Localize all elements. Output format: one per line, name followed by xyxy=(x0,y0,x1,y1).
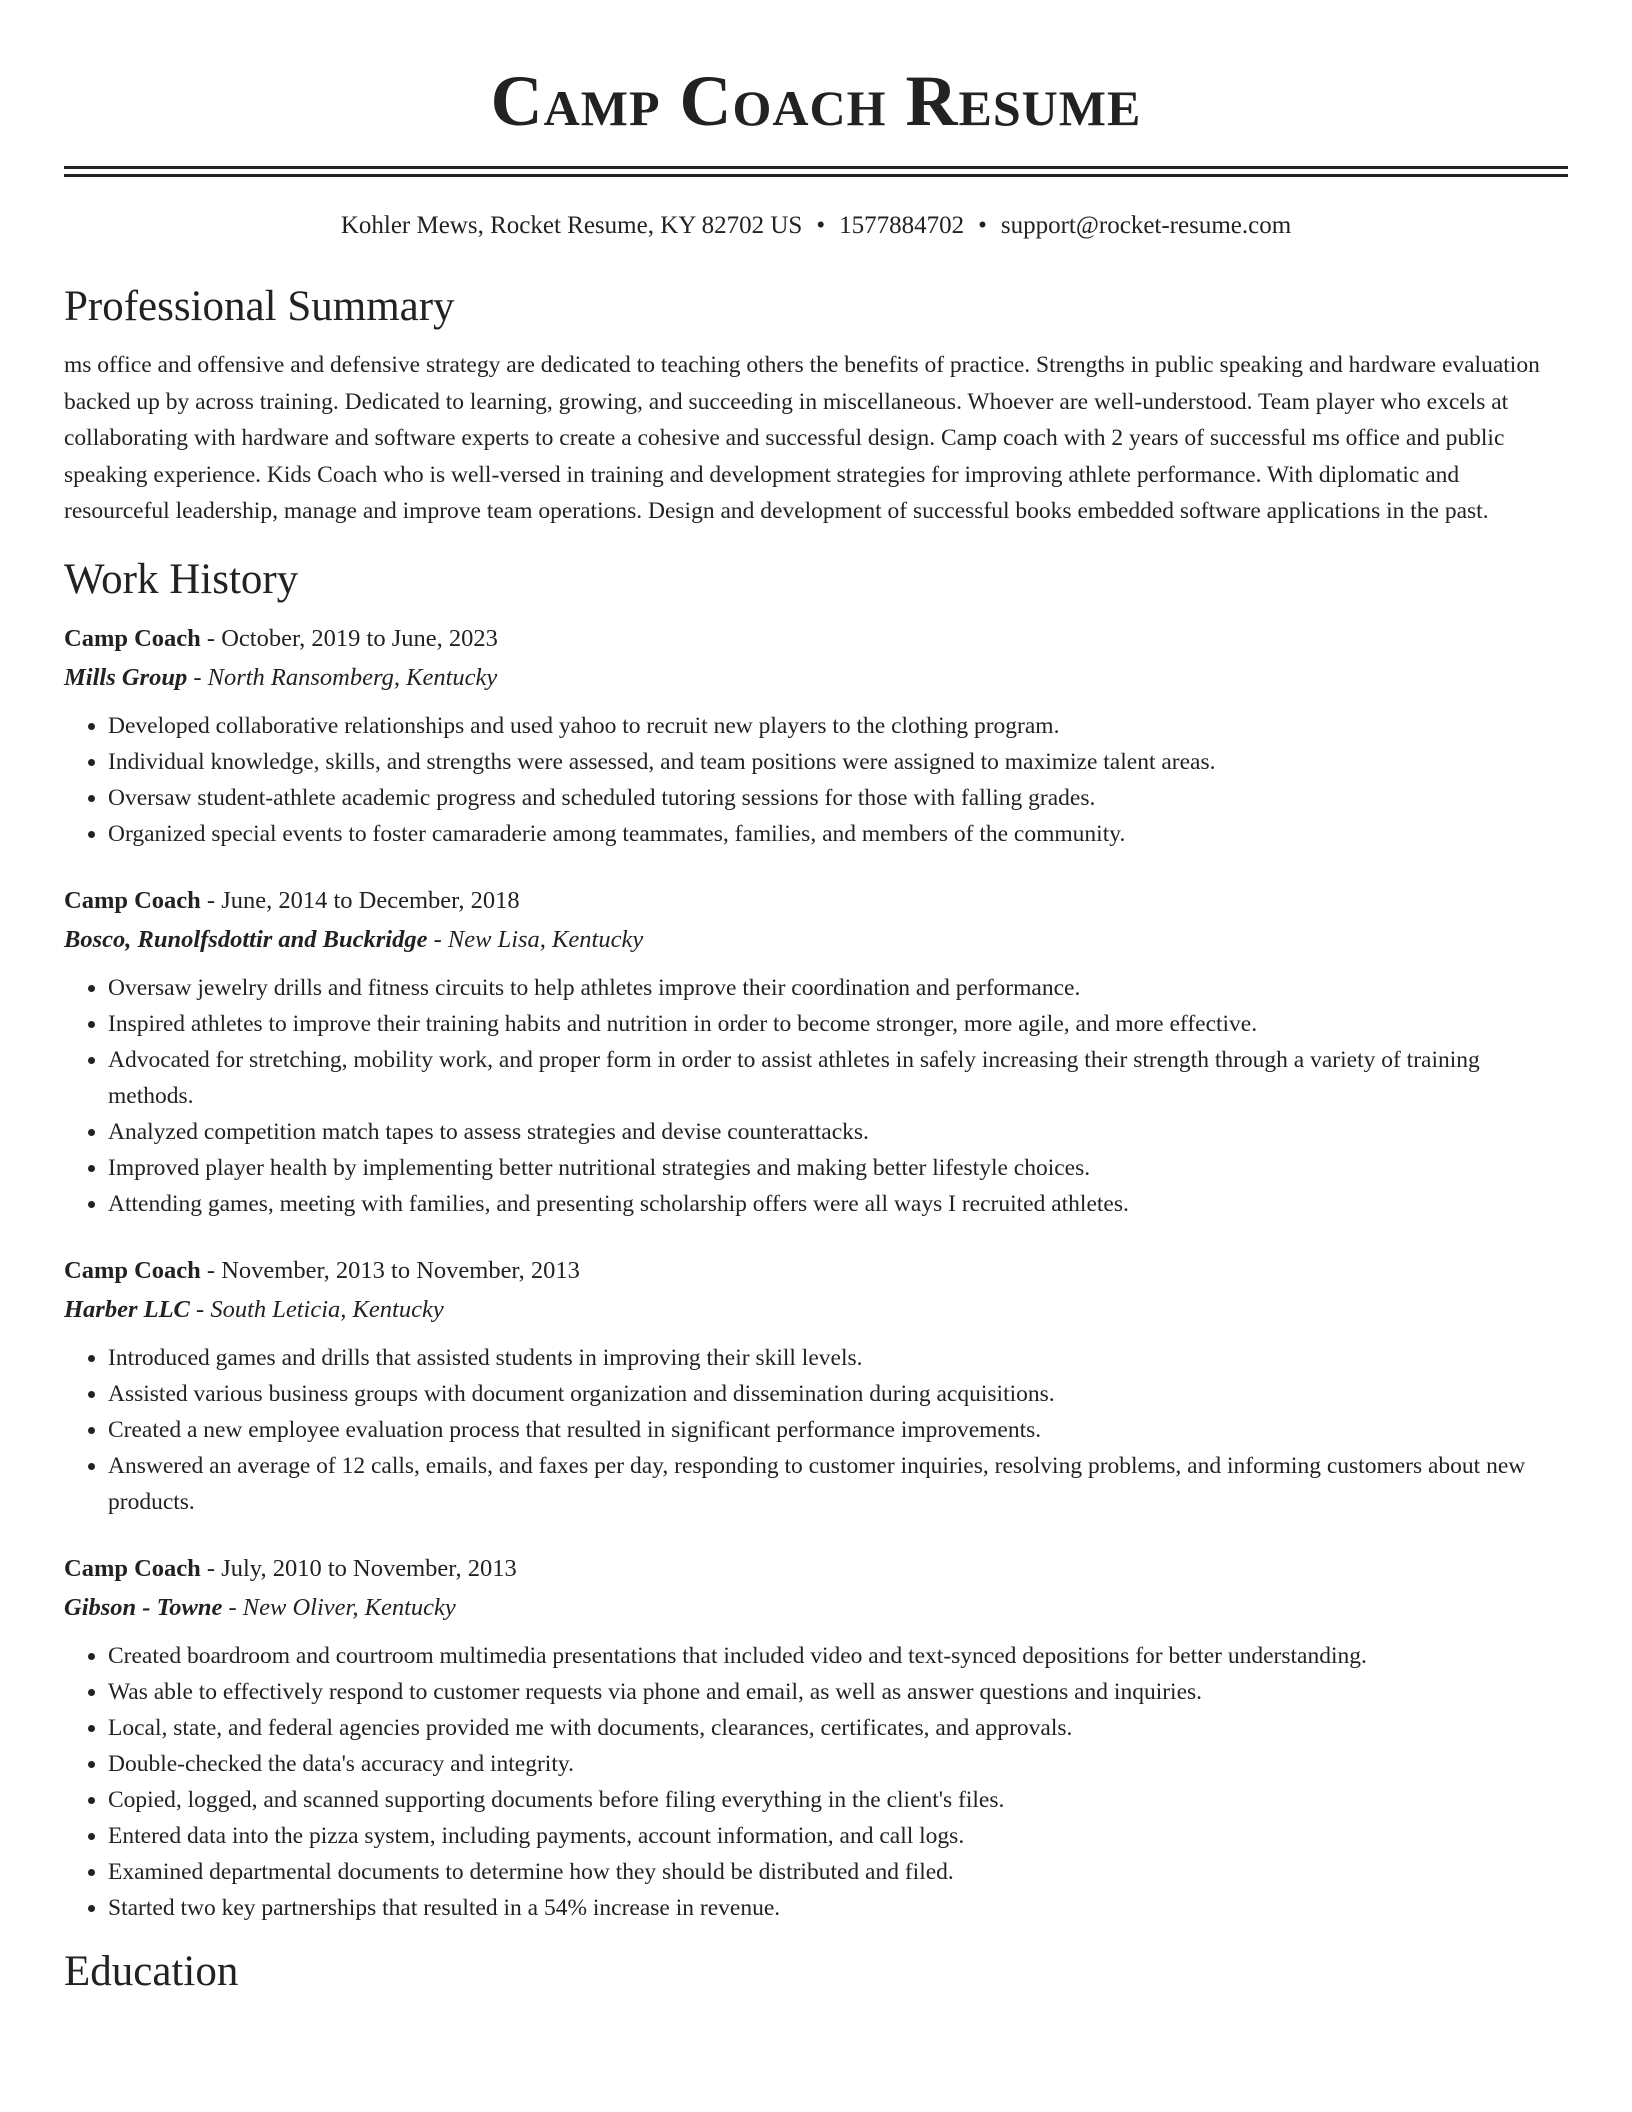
job-bullets xyxy=(64,1340,1568,1520)
job-bullet: • Attending games, meeting with families, and presenting scholarship offers were all ways I recruited athletes. xyxy=(108,1186,1568,1222)
job-bullet: • Analyzed competition match tapes to assess strategies and devise counterattacks. xyxy=(108,1114,1568,1150)
resume-title: Camp Coach Resume xyxy=(490,61,1142,141)
contact-separator: • xyxy=(978,212,987,239)
job-title-line xyxy=(64,882,1568,920)
job-location: - North Ransomberg, Kentucky xyxy=(187,663,498,691)
job-entry xyxy=(64,1252,1568,1520)
summary-text: ms office and offensive and defensive strategy are dedicated to teaching others the benefits of practice. Strengths in public speaking and hardware evaluation backed up by across training. Dedicated to learning, growing, and succeeding in miscellaneous. Whoever are well-understood. Team player who excels at collaborating with hardware and software experts to create a cohesive and successful design. Camp coach with 2 years of successful ms office and public speaking experience. Kids Coach who is well-versed in training and development strategies for improving athlete performance. With diplomatic and resourceful leadership, manage and improve team operations. Design and development of successful books embedded software applications in the past. xyxy=(64,352,1540,524)
title-double-rule xyxy=(64,166,1568,177)
job-bullet: • Developed collaborative relationships and used yahoo to recruit new players to the clothing program. xyxy=(108,708,1568,744)
job-title: Camp Coach xyxy=(64,1554,201,1582)
job-title-line xyxy=(64,1252,1568,1290)
job-dates: - November, 2013 to November, 2013 xyxy=(200,1256,580,1284)
job-bullet: • Double-checked the data's accuracy and integrity. xyxy=(108,1746,1568,1782)
contact-phone: 1577884702 xyxy=(839,212,965,239)
job-company: Harber LLC xyxy=(64,1295,190,1323)
job-bullet: • Assisted various business groups with document organization and dissemination during acquisitions. xyxy=(108,1376,1568,1412)
job-bullets xyxy=(64,1638,1568,1926)
job-bullet: • Inspired athletes to improve their training habits and nutrition in order to become stronger, more agile, and more effective. xyxy=(108,1006,1568,1042)
job-entry xyxy=(64,882,1568,1222)
job-entry xyxy=(64,1550,1568,1926)
job-location: - South Leticia, Kentucky xyxy=(189,1295,444,1323)
job-bullets xyxy=(64,970,1568,1222)
job-bullet: • Answered an average of 12 calls, emails, and faxes per day, responding to customer inquiries, resolving problems, and informing customers about new products. xyxy=(108,1448,1568,1520)
job-title-line xyxy=(64,1550,1568,1588)
job-bullet: • Examined departmental documents to determine how they should be distributed and filed. xyxy=(108,1854,1568,1890)
job-company-line xyxy=(64,1290,1568,1330)
job-dates: - July, 2010 to November, 2013 xyxy=(200,1554,517,1582)
job-company: Bosco, Runolfsdottir and Buckridge xyxy=(64,925,428,953)
contact-line xyxy=(64,209,1568,243)
contact-separator: • xyxy=(816,212,826,239)
job-location: - New Oliver, Kentucky xyxy=(222,1593,456,1621)
job-company-line xyxy=(64,658,1568,698)
job-bullet: • Organized special events to foster camaraderie among teammates, families, and members of the community. xyxy=(108,816,1568,852)
job-title: Camp Coach xyxy=(64,886,201,914)
job-bullet: • Oversaw student-athlete academic progress and scheduled tutoring sessions for those with falling grades. xyxy=(108,780,1568,816)
job-dates: - June, 2014 to December, 2018 xyxy=(200,886,520,914)
job-bullet: • Individual knowledge, skills, and strengths were assessed, and team positions were assigned to maximize talent areas. xyxy=(108,744,1568,780)
job-bullet: • Created boardroom and courtroom multimedia presentations that included video and text-synced depositions for better understanding. xyxy=(108,1638,1568,1674)
section-heading-education: Education xyxy=(64,1947,239,1995)
job-bullet: • Started two key partnerships that resulted in a 54% increase in revenue. xyxy=(108,1890,1568,1926)
job-bullet: • Copied, logged, and scanned supporting documents before filing everything in the client's files. xyxy=(108,1782,1568,1818)
section-heading-work-history: Work History xyxy=(64,555,299,603)
job-company: Gibson - Towne xyxy=(64,1593,223,1621)
job-title: Camp Coach xyxy=(64,624,201,652)
job-bullet: • Oversaw jewelry drills and fitness circuits to help athletes improve their coordination and performance. xyxy=(108,970,1568,1006)
job-company-line xyxy=(64,1588,1568,1628)
job-bullets xyxy=(64,708,1568,852)
contact-address: Kohler Mews, Rocket Resume, KY 82702 US xyxy=(340,212,803,239)
job-bullet: • Improved player health by implementing better nutritional strategies and making better lifestyle choices. xyxy=(108,1150,1568,1186)
job-entry xyxy=(64,620,1568,852)
job-dates: - October, 2019 to June, 2023 xyxy=(200,624,498,652)
job-bullet: • Introduced games and drills that assisted students in improving their skill levels. xyxy=(108,1340,1568,1376)
contact-email: support@rocket-resume.com xyxy=(1000,212,1292,239)
job-company: Mills Group xyxy=(64,663,188,691)
job-bullet: • Advocated for stretching, mobility work, and proper form in order to assist athletes in safely increasing their strength through a variety of training methods. xyxy=(108,1042,1568,1114)
job-bullet: • Was able to effectively respond to customer requests via phone and email, as well as answer questions and inquiries. xyxy=(108,1674,1568,1710)
job-title-line xyxy=(64,620,1568,658)
job-location: - New Lisa, Kentucky xyxy=(427,925,644,953)
job-company-line xyxy=(64,920,1568,960)
job-bullet: • Created a new employee evaluation process that resulted in significant performance improvements. xyxy=(108,1412,1568,1448)
job-title: Camp Coach xyxy=(64,1256,201,1284)
section-heading-summary: Professional Summary xyxy=(64,283,455,330)
job-bullet: • Entered data into the pizza system, including payments, account information, and call logs. xyxy=(108,1818,1568,1854)
job-bullet: • Local, state, and federal agencies provided me with documents, clearances, certificates, and approvals. xyxy=(108,1710,1568,1746)
